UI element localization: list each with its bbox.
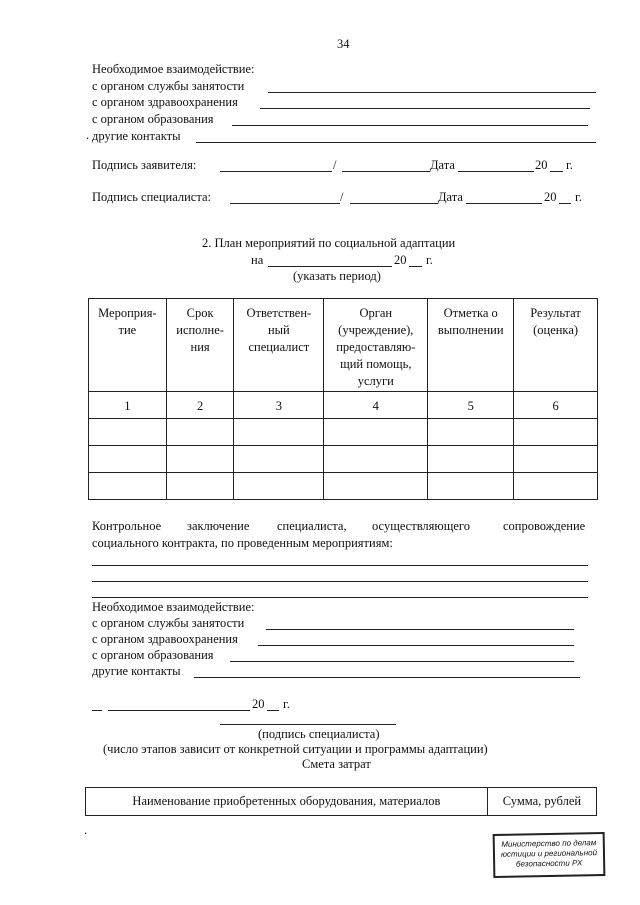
number-cell: 2: [166, 392, 234, 419]
number-cell: 5: [428, 392, 514, 419]
bullet-dot: .: [86, 128, 90, 142]
plan-year: 20: [394, 253, 407, 267]
conclusion-field[interactable]: [92, 565, 588, 566]
stamp-line: безопасности РХ: [515, 858, 583, 869]
empty-cell[interactable]: [428, 473, 514, 500]
margin-dot: .: [84, 823, 88, 837]
employment-field[interactable]: [266, 629, 574, 630]
year-suffix: г.: [566, 158, 573, 172]
empty-cell[interactable]: [428, 446, 514, 473]
cost-table: [85, 787, 597, 816]
empty-cell[interactable]: [166, 446, 234, 473]
sign-hint: (подпись специалиста): [258, 727, 380, 741]
period-hint: (указать период): [293, 269, 381, 283]
employment-label: с органом службы занятости: [92, 616, 245, 630]
education-field[interactable]: [230, 661, 574, 662]
stages-note: (число этапов зависит от конкретной ситуации и программы адаптации): [103, 742, 488, 756]
number-cell: 4: [324, 392, 428, 419]
education-field[interactable]: [232, 125, 588, 126]
conclusion-field[interactable]: [92, 581, 588, 582]
other-label: другие контакты: [92, 664, 181, 678]
date-label: Дата: [438, 190, 463, 204]
table-header-row: [89, 299, 598, 392]
specialist-year-field[interactable]: [559, 203, 571, 204]
interaction-title: Необходимое взаимодействие:: [92, 62, 255, 76]
plan-period-field[interactable]: [268, 266, 392, 267]
stamp-line: юстиции и региональной: [500, 848, 598, 859]
header-cell-responsible: Ответствен- ный специалист: [234, 299, 324, 392]
specialist-date-field[interactable]: [466, 203, 542, 204]
page-number: 34: [337, 37, 350, 51]
conclusion-word: заключение: [187, 519, 250, 533]
cost-header-row: [86, 788, 597, 816]
health-field[interactable]: [258, 645, 574, 646]
cost-col-sum: Сумма, рублей: [487, 788, 596, 816]
education-label: с органом образования: [92, 112, 214, 126]
day-field[interactable]: [92, 710, 102, 711]
header-cell-result: Результат (оценка): [514, 299, 598, 392]
health-label: с органом здравоохранения: [92, 95, 238, 109]
number-cell: 6: [514, 392, 598, 419]
specialist-sign-field[interactable]: [220, 724, 396, 725]
footer-year-suffix: г.: [283, 697, 290, 711]
table-row: [89, 446, 598, 473]
slash: /: [333, 158, 337, 172]
applicant-year-field[interactable]: [550, 171, 563, 172]
empty-cell[interactable]: [166, 419, 234, 446]
footer-year-field[interactable]: [267, 710, 279, 711]
conclusion-word: осуществляющего: [372, 519, 470, 533]
month-field[interactable]: [108, 710, 250, 711]
conclusion-word: Контрольное: [92, 519, 162, 533]
footer-year: 20: [252, 697, 265, 711]
employment-label: с органом службы занятости: [92, 79, 245, 93]
empty-cell[interactable]: [234, 473, 324, 500]
other-label: другие контакты: [92, 129, 181, 143]
specialist-name-field[interactable]: [350, 203, 438, 204]
empty-cell[interactable]: [514, 446, 598, 473]
table-row: [89, 473, 598, 500]
header-cell-deadline: Срок исполне- ния: [166, 299, 234, 392]
education-label: с органом образования: [92, 648, 214, 662]
conclusion-field[interactable]: [92, 597, 588, 598]
applicant-date-field[interactable]: [458, 171, 534, 172]
plan-table: [88, 298, 598, 500]
ministry-stamp: [493, 832, 606, 878]
interaction-title: Необходимое взаимодействие:: [92, 600, 255, 614]
stamp-line: Министерство по делам: [501, 838, 597, 849]
conclusion-word: специалиста,: [277, 519, 347, 533]
applicant-sign-field[interactable]: [220, 171, 332, 172]
plan-title: 2. План мероприятий по социальной адаптации: [202, 236, 456, 250]
conclusion-line-2: социального контракта, по проведенным мероприятиям:: [92, 536, 393, 550]
specialist-label: Подпись специалиста:: [92, 190, 211, 204]
slash: /: [340, 190, 344, 204]
empty-cell[interactable]: [514, 473, 598, 500]
applicant-name-field[interactable]: [342, 171, 430, 172]
health-field[interactable]: [260, 108, 590, 109]
empty-cell[interactable]: [89, 473, 167, 500]
table-row: [89, 419, 598, 446]
date-label: Дата: [430, 158, 455, 172]
empty-cell[interactable]: [89, 419, 167, 446]
other-field[interactable]: [194, 677, 580, 678]
header-cell-organ: Орган (учреждение), предоставляю- щий помощь, услуги: [324, 299, 428, 392]
plan-year-field[interactable]: [409, 266, 422, 267]
empty-cell[interactable]: [234, 419, 324, 446]
cost-col-name: Наименование приобретенных оборудования, материалов: [86, 788, 488, 816]
empty-cell[interactable]: [514, 419, 598, 446]
applicant-label: Подпись заявителя:: [92, 158, 197, 172]
other-field[interactable]: [196, 142, 596, 143]
year-prefix: 20: [544, 190, 557, 204]
number-cell: 1: [89, 392, 167, 419]
employment-field[interactable]: [268, 92, 596, 93]
empty-cell[interactable]: [324, 419, 428, 446]
specialist-sign-field[interactable]: [230, 203, 340, 204]
plan-na: на: [251, 253, 264, 267]
plan-year-suffix: г.: [426, 253, 433, 267]
empty-cell[interactable]: [324, 473, 428, 500]
empty-cell[interactable]: [324, 446, 428, 473]
year-prefix: 20: [535, 158, 548, 172]
health-label: с органом здравоохранения: [92, 632, 238, 646]
year-suffix: г.: [575, 190, 582, 204]
number-cell: 3: [234, 392, 324, 419]
empty-cell[interactable]: [428, 419, 514, 446]
empty-cell[interactable]: [234, 446, 324, 473]
table-number-row: [89, 392, 598, 419]
empty-cell[interactable]: [89, 446, 167, 473]
header-cell-activity: Мероприя- тие: [89, 299, 167, 392]
header-cell-mark: Отметка о выполнении: [428, 299, 514, 392]
conclusion-word: сопровождение: [503, 519, 586, 533]
empty-cell[interactable]: [166, 473, 234, 500]
estimate-title: Смета затрат: [302, 757, 371, 771]
